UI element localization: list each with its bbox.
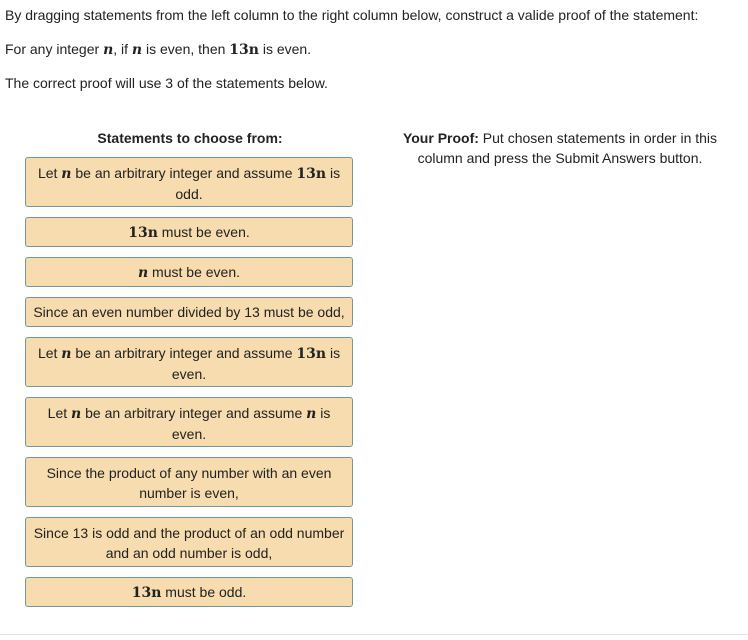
proof-drop-zone[interactable]: [390, 175, 730, 615]
statement-count-text: The correct proof will use 3 of the statements below.: [5, 75, 328, 91]
choices-header: Statements to choose from:: [97, 130, 283, 146]
statement-card[interactable]: Let n be an arbitrary integer and assume n is even.: [25, 397, 353, 447]
statement-card[interactable]: Since an even number divided by 13 must be odd,: [25, 297, 353, 327]
statement-card[interactable]: 13n must be even.: [25, 217, 353, 247]
statement-card[interactable]: Let n be an arbitrary integer and assume 13n is even.: [25, 337, 353, 387]
statement-card[interactable]: Since 13 is odd and the product of an odd number and an odd number is odd,: [25, 517, 353, 567]
statement-card[interactable]: 13n must be odd.: [25, 577, 353, 607]
statement-card[interactable]: Let n be an arbitrary integer and assume 13n is odd.: [25, 157, 353, 207]
divider: [0, 634, 748, 635]
proof-header: Your Proof: Put chosen statements in order in this column and press the Submit Answers button.: [402, 130, 718, 166]
statement-card[interactable]: Since the product of any number with an even number is even,: [25, 457, 353, 507]
instructions-text: By dragging statements from the left column to the right column below, construct a valide proof of the statement:: [5, 7, 699, 23]
theorem-text: For any integer n, if n is even, then 13n is even.: [5, 41, 312, 58]
statement-card[interactable]: n must be even.: [25, 257, 353, 287]
